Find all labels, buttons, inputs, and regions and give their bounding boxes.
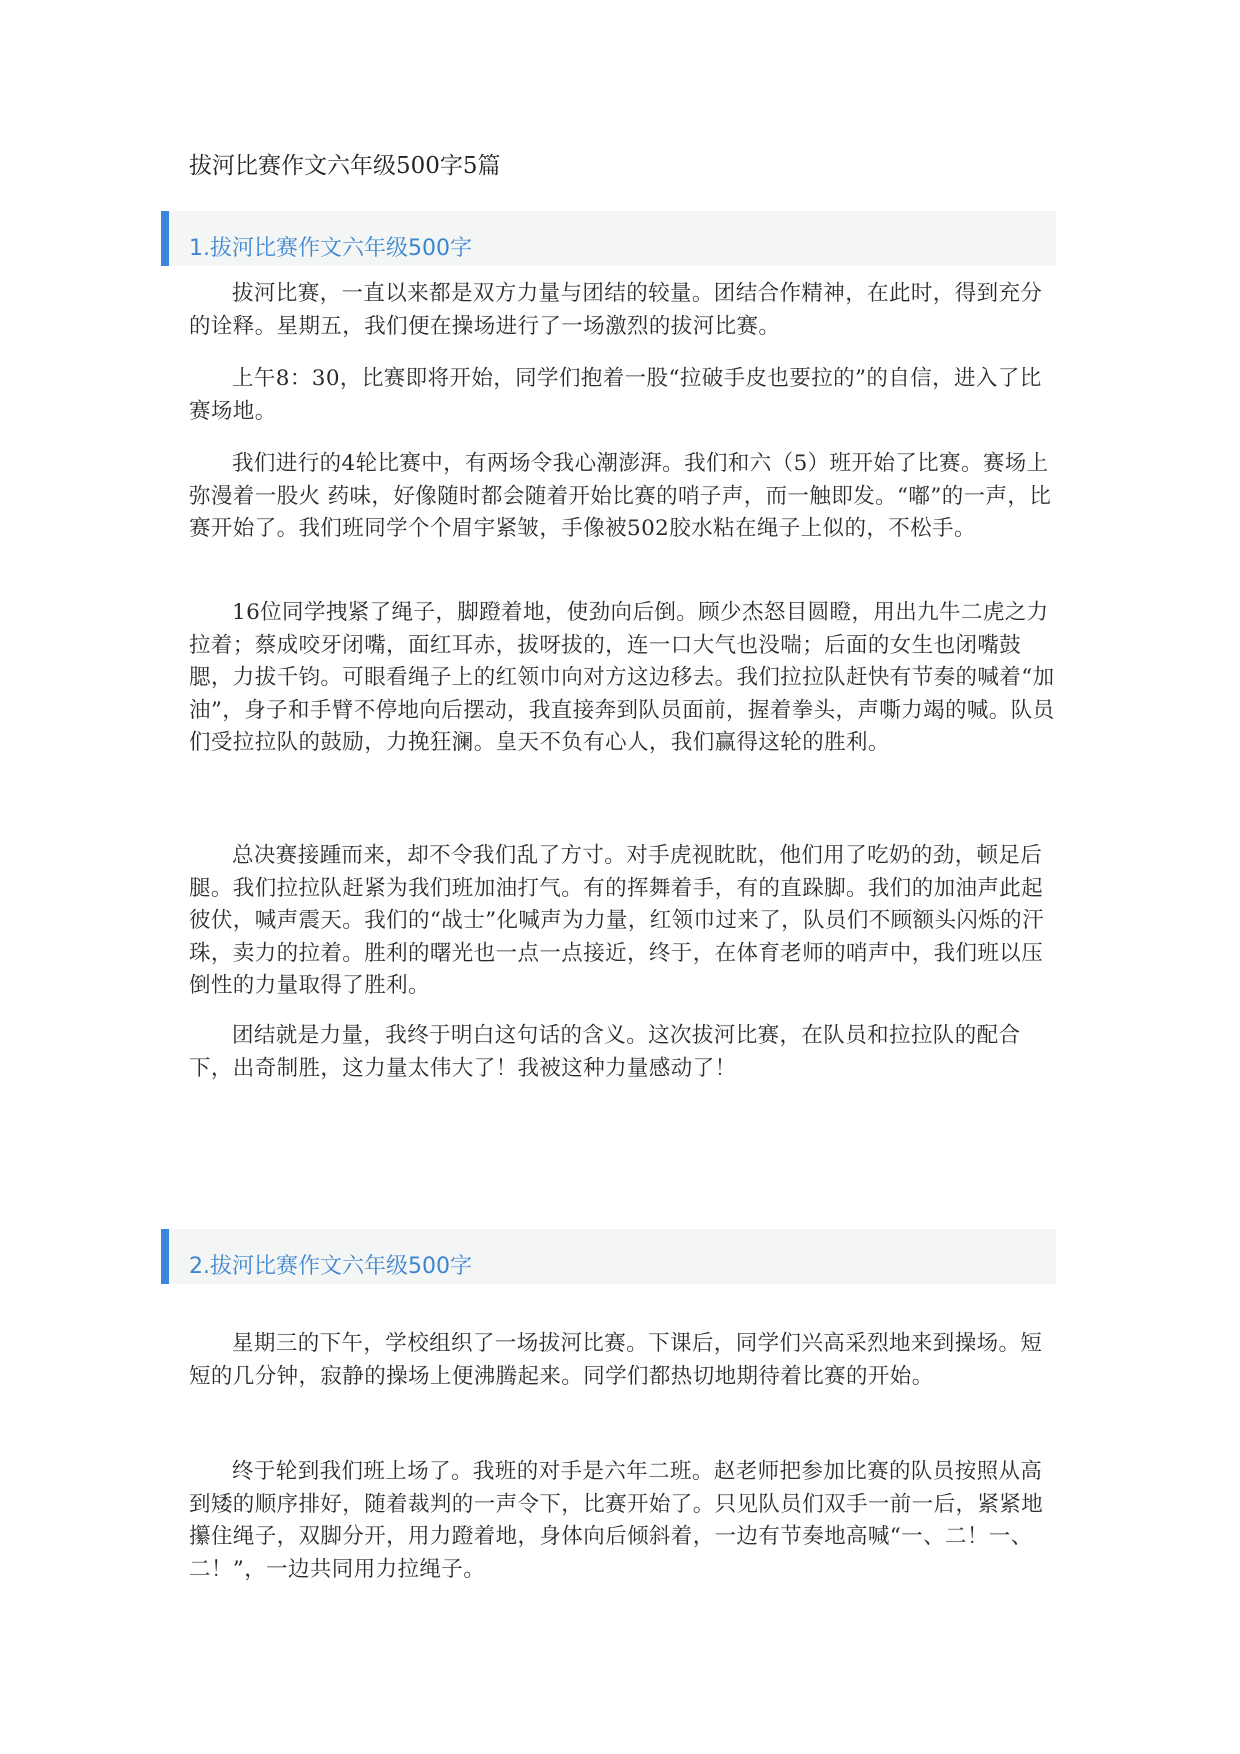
section-heading-1 bbox=[161, 211, 1056, 266]
paragraph: 上午8：30，比赛即将开始，同学们抱着一股“拉破手皮也要拉的”的自信，进入了比赛场地。 bbox=[189, 366, 1042, 424]
section-heading-text: 2.拔河比赛作文六年级500字 bbox=[189, 1254, 472, 1279]
section-heading-text: 1.拔河比赛作文六年级500字 bbox=[189, 236, 472, 261]
paragraph: 我们进行的4轮比赛中，有两场令我心潮澎湃。我们和六（5）班开始了比赛。赛场上弥漫着一股火 药味，好像随时都会随着开始比赛的哨子声，而一触即发。“嘟”的一声，比赛开始了。我们班同学个个眉宇紧皱，手像被502胶水粘在绳子上似的，不松手。 bbox=[189, 451, 1052, 541]
section-heading-2 bbox=[161, 1229, 1056, 1284]
paragraph: 16位同学拽紧了绳子，脚蹬着地，使劲向后倒。顾少杰怒目圆瞪，用出九牛二虎之力拉着；蔡成咬牙闭嘴，面红耳赤，拔呀拔的，连一口大气也没喘；后面的女生也闭嘴鼓腮，力拔千钧。可眼看绳子上的红领巾向对方这边移去。我们拉拉队赶快有节奏的喊着“加油”，身子和手臂不停地向后摆动，我直接奔到队员面前，握着拳头，声嘶力竭的喊。队员们受拉拉队的鼓励，力挽狂澜。皇天不负有心人，我们赢得这轮的胜利。 bbox=[189, 600, 1055, 755]
paragraph: 拔河比赛，一直以来都是双方力量与团结的较量。团结合作精神，在此时，得到充分的诠释。星期五，我们便在操场进行了一场激烈的拔河比赛。 bbox=[189, 281, 1043, 339]
heading-accent-bar bbox=[161, 211, 169, 266]
paragraph: 团结就是力量，我终于明白这句话的含义。这次拔河比赛，在队员和拉拉队的配合下，出奇制胜，这力量太伟大了！我被这种力量感动了！ bbox=[189, 1023, 1021, 1081]
paragraph: 终于轮到我们班上场了。我班的对手是六年二班。赵老师把参加比赛的队员按照从高到矮的顺序排好，随着裁判的一声令下，比赛开始了。只见队员们双手一前一后，紧紧地攥住绳子，双脚分开，用力蹬着地，身体向后倾斜着，一边有节奏地高喊“一、二！一、二！”，一边共同用力拉绳子。 bbox=[189, 1459, 1044, 1582]
heading-accent-bar bbox=[161, 1229, 169, 1284]
paragraph: 星期三的下午，学校组织了一场拔河比赛。下课后，同学们兴高采烈地来到操场。短短的几分钟，寂静的操场上便沸腾起来。同学们都热切地期待着比赛的开始。 bbox=[189, 1331, 1043, 1389]
paragraph: 总决赛接踵而来，却不令我们乱了方寸。对手虎视眈眈，他们用了吃奶的劲，顿足后腿。我们拉拉队赶紧为我们班加油打气。有的挥舞着手，有的直跺脚。我们的加油声此起彼伏，喊声震天。我们的“战士”化喊声为力量，红领巾过来了，队员们不顾额头闪烁的汗珠，卖力的拉着。胜利的曙光也一点一点接近，终于，在体育老师的哨声中，我们班以压倒性的力量取得了胜利。 bbox=[189, 843, 1044, 998]
page-title: 拔河比赛作文六年级500字5篇 bbox=[189, 153, 501, 179]
